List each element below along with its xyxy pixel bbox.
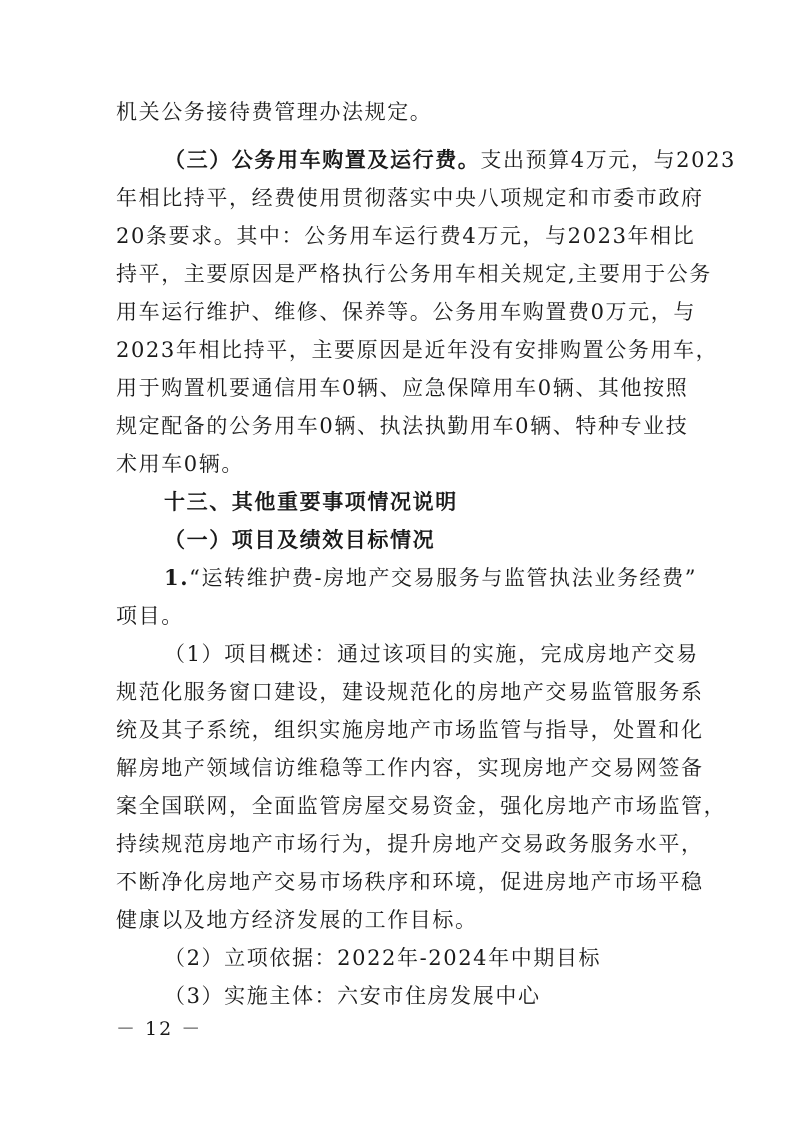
paragraph-line: 项目。 xyxy=(116,604,184,628)
section-heading-vehicle-costs xyxy=(164,146,737,174)
paragraph-line: 持平，主要原因是严格执行公务用车相关规定,主要用于公务 xyxy=(116,262,712,286)
section-title: （三）公务用车购置及运行费。 xyxy=(164,147,481,172)
paragraph-line: 规定配备的公务用车0辆、执法执勤用车0辆、特种专业技 xyxy=(116,414,689,438)
subsection-heading-projects: （一）项目及绩效目标情况 xyxy=(164,527,436,552)
item-title: “运转维护费-房地产交易服务与监管执法业务经费” xyxy=(189,566,698,590)
paragraph-line: 统及其子系统，组织实施房地产市场监管与指导，处置和化 xyxy=(116,718,704,742)
paragraph-line: 2023年相比持平，主要原因是近年没有安排购置公务用车， xyxy=(116,338,719,362)
section-text: 支出预算4万元，与2023 xyxy=(480,148,737,172)
paragraph-line: 健康以及地方经济发展的工作目标。 xyxy=(116,908,478,932)
paragraph-line: 年相比持平，经费使用贯彻落实中央八项规定和市委市政府 xyxy=(116,186,704,210)
paragraph-line: 解房地产领域信访维稳等工作内容，实现房地产交易网签备 xyxy=(116,756,704,780)
paragraph-line: 用车运行维护、维修、保养等。公务用车购置费0万元，与 xyxy=(116,300,696,324)
paragraph-line: 机关公务接待费管理办法规定。 xyxy=(116,100,433,124)
paragraph-line: 20条要求。其中：公务用车运行费4万元，与2023年相比 xyxy=(116,224,696,248)
paragraph-line: 术用车0辆。 xyxy=(116,452,244,476)
paragraph-line: 案全国联网，全面监管房屋交易资金，强化房地产市场监管， xyxy=(116,794,727,818)
paragraph-line: （2）立项依据：2022年-2024年中期目标 xyxy=(164,946,602,970)
paragraph-line: 用于购置机要通信用车0辆、应急保障用车0辆、其他按照 xyxy=(116,376,689,400)
section-heading-other-matters: 十三、其他重要事项情况说明 xyxy=(164,489,458,514)
item-number: 1. xyxy=(164,565,190,590)
page-number: － 12 － xyxy=(116,1018,203,1040)
paragraph-line: （3）实施主体：六安市住房发展中心 xyxy=(164,984,541,1008)
paragraph-line: 规范化服务窗口建设，建设规范化的房地产交易监管服务系 xyxy=(116,680,704,704)
item-heading xyxy=(164,564,698,592)
paragraph-line: （1）项目概述：通过该项目的实施，完成房地产交易 xyxy=(164,642,699,666)
paragraph-line: 持续规范房地产市场行为，提升房地产交易政务服务水平， xyxy=(116,832,704,856)
paragraph-line: 不断净化房地产交易市场秩序和环境，促进房地产市场平稳 xyxy=(116,870,704,894)
